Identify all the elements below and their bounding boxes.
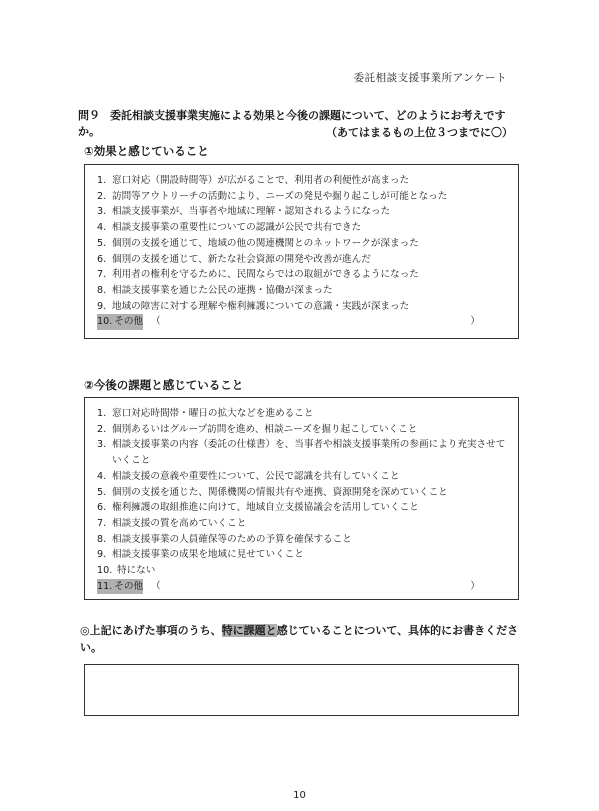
option-number: 10.	[97, 314, 114, 330]
option-text: 相談支援事業の重要性についての認識が公民で共有できた	[112, 222, 362, 234]
option-number: 7.	[97, 517, 107, 529]
option-item[interactable]	[97, 406, 508, 422]
option-text: 個別の支援を通じて、地域の他の関連機関とのネットワークが深まった	[112, 237, 419, 249]
option-text: 利用者の権利を守るために、民間ならではの取組ができるようになった	[112, 269, 419, 281]
option-text: 相談支援事業を通じた公民の連携・協働が深まった	[112, 284, 333, 296]
option-item-other[interactable]	[97, 579, 508, 595]
section1-options-list	[97, 173, 508, 330]
option-text: 個別あるいはグループ訪問を進め、相談ニーズを掘り起こしていくこと	[112, 423, 418, 435]
option-text: 相談支援事業の内容（委託の仕様書）を、当事者や相談支援事業所の参画により充実させていくこと	[112, 439, 506, 467]
section2-options-list	[97, 406, 508, 594]
free-text-answer-box[interactable]	[84, 664, 519, 716]
option-number: 3.	[97, 439, 107, 451]
option-number: 7.	[97, 269, 107, 281]
option-number: 4.	[97, 470, 107, 482]
option-item[interactable]	[97, 252, 508, 268]
other-paren-open: （	[151, 580, 161, 592]
option-number: 10.	[97, 565, 113, 577]
other-paren-open: （	[151, 316, 161, 328]
option-item[interactable]	[97, 267, 508, 283]
option-number: 2.	[97, 423, 107, 435]
option-item[interactable]	[97, 204, 508, 220]
other-paren-close: ）	[470, 580, 480, 592]
option-text: 訪問等アウトリーチの活動により、ニーズの発見や掘り起こしが可能となった	[112, 190, 448, 202]
option-number: 3.	[97, 206, 107, 218]
option-number: 6.	[97, 502, 107, 514]
question-number: 問９	[78, 109, 100, 122]
option-item[interactable]	[97, 563, 508, 579]
question-body: 委託相談支援事業実施による効果と今後の課題について、どのようにお考えですか。	[78, 109, 506, 138]
other-paren-close: ）	[470, 316, 480, 328]
option-other-label: その他	[114, 314, 143, 330]
option-text: 個別の支援を通じて、新たな社会資源の開発や改善が進んだ	[112, 253, 371, 265]
prompt-after: 感じていることについて、具体的にお書きください。	[80, 624, 519, 654]
prompt-highlight: 特に課題と	[221, 624, 277, 637]
section1-options-box	[84, 164, 519, 339]
option-text: 権利擁護の取組推進に向けて、地域自立支援協議会を活用していくこと	[112, 502, 419, 514]
option-item-other[interactable]	[97, 314, 508, 330]
option-number: 9.	[97, 300, 107, 312]
option-number: 2.	[97, 190, 107, 202]
option-item[interactable]	[97, 485, 508, 501]
option-text: 相談支援事業の人員確保等のための予算を確保すること	[112, 533, 352, 545]
option-other-label: その他	[114, 579, 143, 595]
option-item[interactable]	[97, 532, 508, 548]
option-number: 8.	[97, 284, 107, 296]
option-item[interactable]	[97, 220, 508, 236]
page-number: 10	[293, 790, 306, 801]
option-text: 窓口対応（開設時間等）が広がることで、利用者の利便性が高まった	[112, 175, 410, 186]
option-item[interactable]	[97, 173, 508, 189]
option-text: 個別の支援を通じた、関係機関の情報共有や連携、資源開発を深めていくこと	[112, 486, 448, 498]
option-text: 相談支援の意義や重要性について、公民で認識を共有していくこと	[112, 470, 400, 482]
option-text: 相談支援事業が、当事者や地域に理解・認知されるようになった	[112, 206, 391, 218]
option-item[interactable]	[97, 236, 508, 252]
option-text: 地域の障害に対する理解や権利擁護についての意識・実践が深まった	[112, 300, 410, 312]
option-number: 9.	[97, 549, 107, 561]
prompt-before: ◎上記にあげた事項のうち、	[80, 624, 222, 637]
option-item[interactable]	[97, 189, 508, 205]
question-note: （あてはまるもの上位３つまでに〇）	[326, 126, 513, 139]
section2-title: ②今後の課題と感じていること	[84, 378, 244, 392]
option-item[interactable]	[97, 437, 508, 468]
option-text: 特にない	[117, 565, 156, 577]
section2-options-box	[84, 397, 519, 600]
section1-title: ①効果と感じていること	[84, 144, 209, 158]
option-number: 6.	[97, 253, 107, 265]
option-item[interactable]	[97, 516, 508, 532]
option-item[interactable]	[97, 469, 508, 485]
option-number: 8.	[97, 533, 107, 545]
option-item[interactable]	[97, 299, 508, 315]
option-text: 窓口対応時間帯・曜日の拡大などを進めること	[112, 408, 314, 419]
option-number: 4.	[97, 222, 107, 234]
option-text: 相談支援事業の成果を地域に見せていくこと	[112, 549, 304, 561]
option-text: 相談支援の質を高めていくこと	[112, 517, 247, 529]
free-text-prompt	[80, 622, 525, 656]
option-item[interactable]	[97, 422, 508, 438]
option-number: 5.	[97, 237, 107, 249]
option-number: 5.	[97, 486, 107, 498]
option-number: 1.	[97, 175, 107, 186]
option-number: 1.	[97, 408, 107, 419]
survey-header-label: 委託相談支援事業所アンケート	[353, 72, 507, 84]
option-number: 11.	[97, 579, 114, 595]
option-item[interactable]	[97, 283, 508, 299]
option-item[interactable]	[97, 500, 508, 516]
option-item[interactable]	[97, 547, 508, 563]
